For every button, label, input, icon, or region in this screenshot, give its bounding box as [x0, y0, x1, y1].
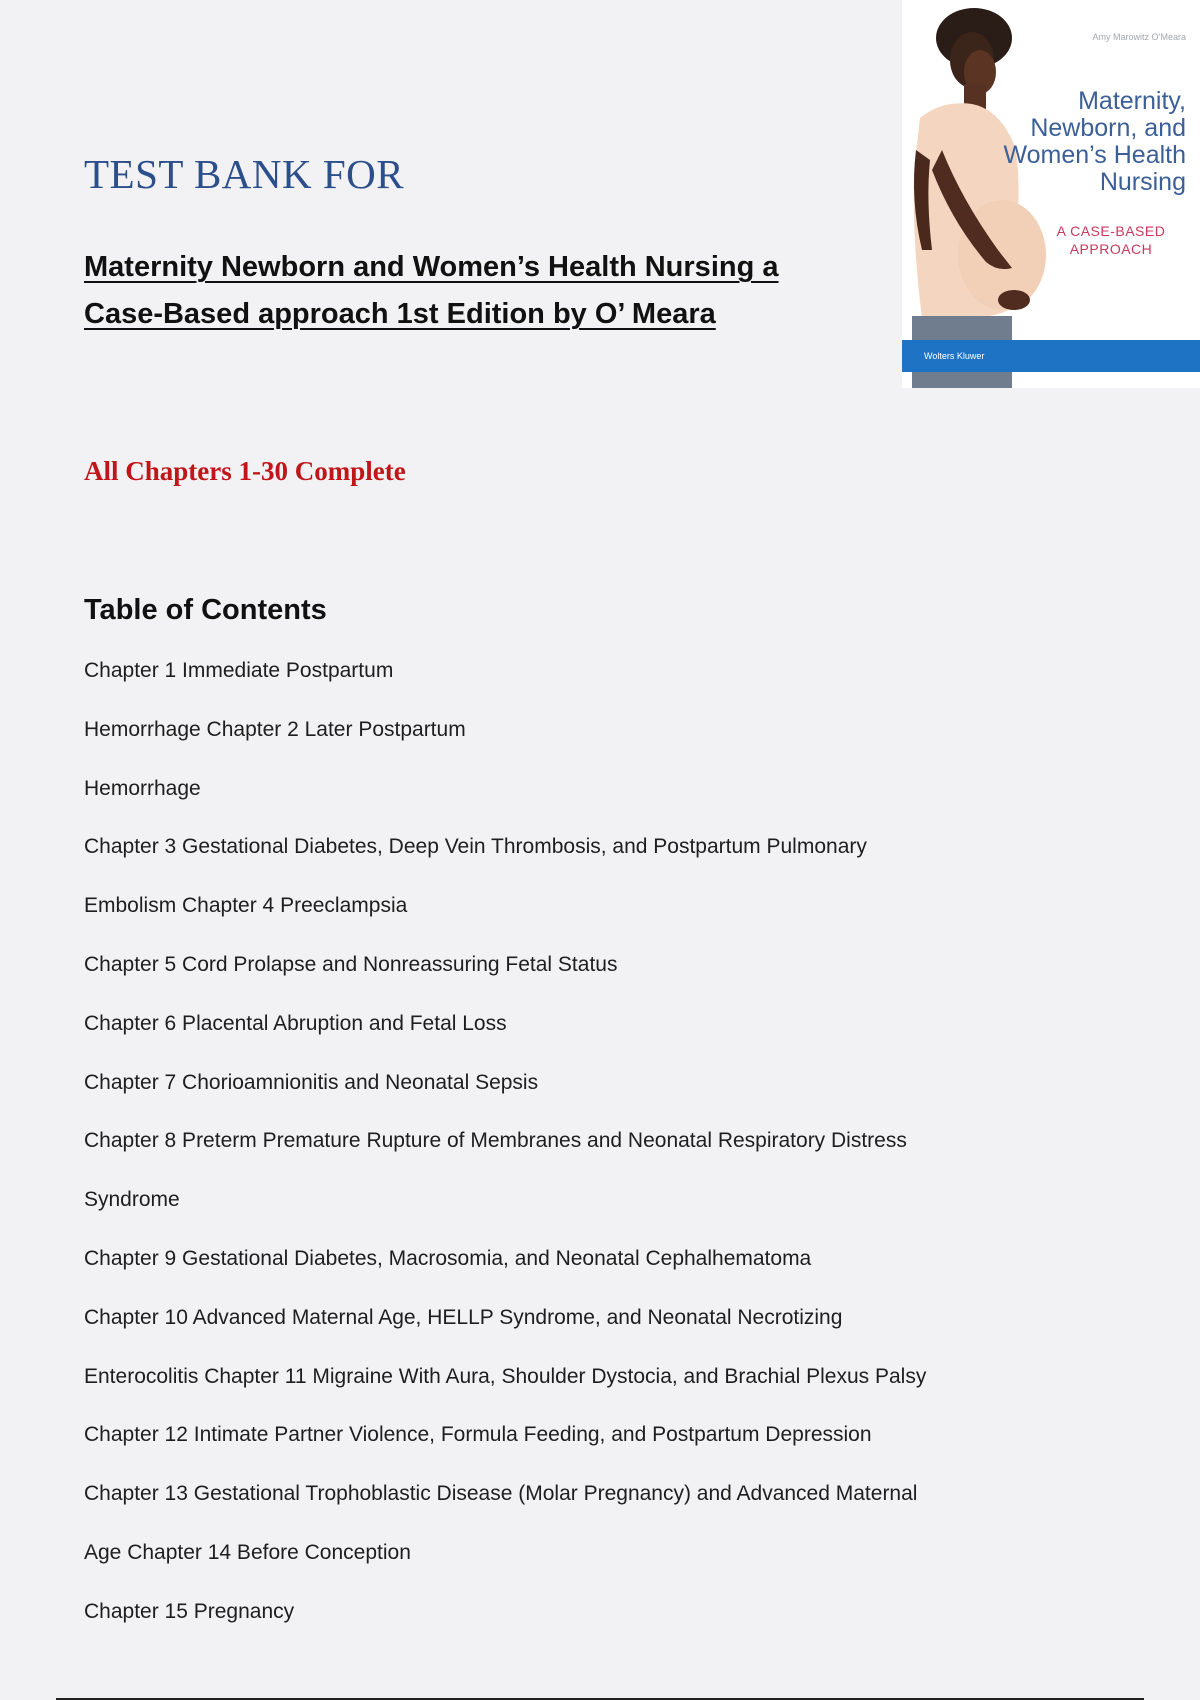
- test-bank-heading: TEST BANK FOR: [84, 151, 405, 197]
- book-cover-image: [902, 0, 1200, 388]
- toc-list: [84, 656, 1094, 1656]
- toc-line: Chapter 9 Gestational Diabetes, Macrosomia, and Neonatal Cephalhematoma: [84, 1246, 812, 1270]
- cover-title: Maternity, Newborn, and Women’s Health Nursing: [1003, 87, 1186, 196]
- toc-line: Chapter 1 Immediate Postpartum: [84, 659, 394, 682]
- toc-line: Age Chapter 14 Before Conception: [84, 1540, 411, 1564]
- toc-line: Chapter 3 Gestational Diabetes, Deep Vein Thrombosis, and Postpartum Pulmonary: [84, 835, 867, 859]
- toc-line: Syndrome: [84, 1188, 180, 1212]
- toc-line: Chapter 8 Preterm Premature Rupture of Membranes and Neonatal Respiratory Distress: [84, 1129, 907, 1153]
- chapters-complete-label: All Chapters 1-30 Complete: [84, 456, 406, 486]
- toc-line: Chapter 5 Cord Prolapse and Nonreassuring Fetal Status: [84, 952, 618, 976]
- toc-line: Enterocolitis Chapter 11 Migraine With Aura, Shoulder Dystocia, and Brachial Plexus Palsy: [84, 1364, 927, 1388]
- book-title-line-1: Maternity Newborn and Women’s Health Nursing a: [84, 251, 779, 283]
- toc-line: Chapter 6 Placental Abruption and Fetal Loss: [84, 1011, 507, 1035]
- toc-line: Chapter 10 Advanced Maternal Age, HELLP Syndrome, and Neonatal Necrotizing: [84, 1305, 843, 1329]
- cover-subtitle: A CASE-BASED APPROACH: [1056, 223, 1166, 257]
- cover-author: Amy Marowitz O’Meara: [1092, 32, 1186, 42]
- toc-line: Hemorrhage Chapter 2 Later Postpartum: [84, 717, 466, 741]
- toc-line: Chapter 15 Pregnancy: [84, 1599, 295, 1623]
- book-title-line-2: Case-Based approach 1st Edition by O’ Meara: [84, 298, 716, 330]
- book-title: [84, 244, 884, 338]
- toc-heading: Table of Contents: [84, 594, 327, 626]
- toc-line: Chapter 13 Gestational Trophoblastic Disease (Molar Pregnancy) and Advanced Maternal: [84, 1482, 918, 1506]
- toc-line: Hemorrhage: [84, 776, 201, 800]
- toc-line: Chapter 7 Chorioamnionitis and Neonatal Sepsis: [84, 1070, 539, 1094]
- cover-publisher: Wolters Kluwer: [924, 351, 985, 361]
- toc-line: Chapter 12 Intimate Partner Violence, Formula Feeding, and Postpartum Depression: [84, 1423, 872, 1447]
- toc-line: Embolism Chapter 4 Preeclampsia: [84, 894, 408, 918]
